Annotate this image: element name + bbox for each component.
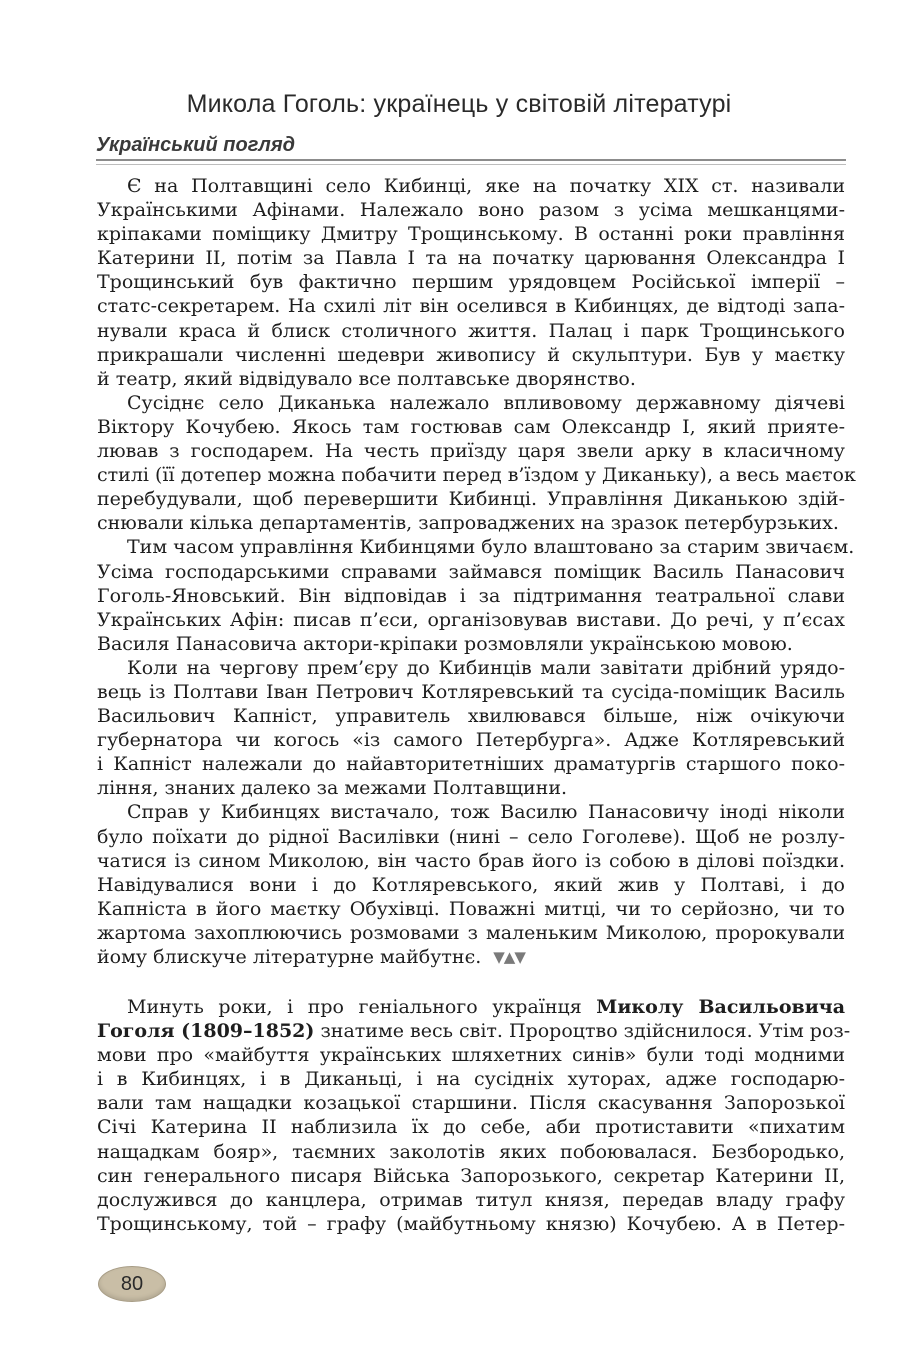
author-dates-bold: Гоголя (1809–1852) — [97, 1020, 315, 1043]
text-line: дослужився до канцлера, отримав титул князя, передав владу графу — [97, 1188, 845, 1211]
text-line: Віктору Кочубею. Якось там гостював сам Олександр I, який прияте- — [97, 415, 845, 438]
running-title: Микола Гоголь: українець у світовій літературі — [186, 90, 732, 118]
text-line: Українських Афін: писав п’єси, організовував вистави. До речі, у п’єсах — [97, 608, 845, 631]
main-text-block — [97, 995, 851, 1236]
text-line: Січі Катерина II наблизила їх до себе, аби протиставити «пихатим — [97, 1116, 845, 1139]
section-title: Український погляд — [96, 134, 295, 156]
text-line: ління, знаних далеко за межами Полтавщини. — [97, 777, 568, 800]
text-line: Трощинському, той – графу (майбутньому князю) Кочубею. А в Петер- — [97, 1212, 845, 1235]
text-line: губернатора чи когось «із самого Петербурга». Адже Котляревський — [97, 729, 845, 752]
text-line: Гоголь-Яновський. Він відповідав і за підтримання театральної слави — [97, 584, 845, 607]
text-line: перебудували, щоб перевершити Кибинці. Управління Диканькою здій- — [97, 488, 845, 511]
text-line: Українськими Афінами. Належало воно разом з усіма мешканцями- — [97, 199, 845, 222]
section-rule-dark — [96, 159, 846, 161]
text-line: нували краса й блиск столичного життя. Палац і парк Трощинського — [97, 319, 845, 342]
text-line: вали там нащадки козацької старшини. Після скасування Запорозької — [97, 1092, 845, 1115]
text-line: Навідувалися вони і до Котляревського, який жив у Полтаві, і до — [97, 873, 845, 896]
text-line: Трощинський був фактично першим урядовцем Російської імперії – — [97, 271, 845, 294]
text-line: Катерини II, потім за Павла I та на початку царювання Олександра I — [97, 247, 845, 270]
text-line: син генерального писаря Війська Запорозького, секретар Катерини II, — [97, 1164, 845, 1187]
text-line: Гоголя (1809–1852) знатиме весь світ. Пророцтво здійснилося. Утім роз- — [97, 1020, 851, 1043]
end-mark-icon: ▼▲▼ — [493, 948, 525, 966]
text-line: нащадкам бояр», таємних заколотів яких побоювалася. Безбородько, — [97, 1140, 845, 1163]
text-line: Сусіднє село Диканька належало впливовому державному діячеві — [127, 391, 845, 414]
text-line: Василя Панасовича актори-кріпаки розмовляли українською мовою. — [97, 632, 793, 655]
text-line: статс-секретарем. На схилі літ він оселився в Кибинцях, де відтоді запа- — [97, 295, 845, 318]
text-line: Коли на чергову прем’єру до Кибинців мали завітати дрібний урядо- — [127, 656, 845, 679]
text-line: прикрашали численні шедеври живопису й скульптури. Був у маєтку — [97, 343, 845, 366]
text-line: жартома захоплюючись розмовами з маленьким Миколою, пророкували — [97, 921, 845, 944]
text-line: чатися із сином Миколою, він часто брав його із собою в ділові поїздки. — [97, 849, 845, 872]
text-line: Справ у Кибинцях вистачало, тож Василю Панасовичу іноді ніколи — [127, 801, 845, 824]
text-line: мови про «майбуття українських шляхетних синів» були тоді модними — [97, 1044, 845, 1067]
section-rule-light — [96, 164, 846, 165]
text-line: Васильович Капніст, управитель хвилювався більше, ніж очікуючи — [97, 705, 845, 728]
text-line: лював з господарем. На честь приїзду царя звели арку в класичному — [97, 440, 845, 463]
text-line: кріпаками поміщику Дмитру Трощинському. В останні роки правління — [97, 223, 845, 246]
text-line: Усіма господарськими справами займався поміщик Василь Панасович — [97, 560, 845, 583]
text-line: і в Кибинцях, і в Диканьці, і на сусідніх хуторах, адже господарю- — [97, 1068, 845, 1091]
page-number: 80 — [98, 1266, 166, 1302]
text-line-final — [97, 945, 845, 969]
text-line: снювали кілька департаментів, запроваджених на зразок петербурзьких. — [97, 512, 839, 535]
text-line: Капніста в його маєтку Обухівці. Поважні митці, чи то серйозно, чи то — [97, 897, 845, 920]
author-name-bold: Миколу Васильовича — [596, 996, 846, 1018]
sidebar-text-block — [97, 174, 856, 969]
text-line: й театр, який відвідувало все полтавське дворянство. — [97, 367, 636, 390]
text-line: було поїхати до рідної Василівки (нині – село Гоголеве). Щоб не розлу- — [97, 825, 845, 848]
final-sentence: йому блискуче літературне майбутнє. — [97, 946, 482, 968]
text-line: і Капніст належали до найавторитетніших драматургів старшого поко- — [97, 753, 845, 776]
text-line: стилі (її дотепер можна побачити перед в’їздом у Диканьку), а весь маєток — [97, 464, 856, 487]
text-line: Є на Полтавщині село Кибинці, яке на початку XIX ст. називали — [127, 175, 845, 197]
text-line: Тим часом управління Кибинцями було влаштовано за старим звичаєм. — [127, 536, 855, 559]
text-line: Минуть роки, і про геніального українця Миколу Васильовича — [127, 996, 846, 1018]
text-line: вець із Полтави Іван Петрович Котляревський та сусіда-поміщик Василь — [97, 680, 845, 703]
